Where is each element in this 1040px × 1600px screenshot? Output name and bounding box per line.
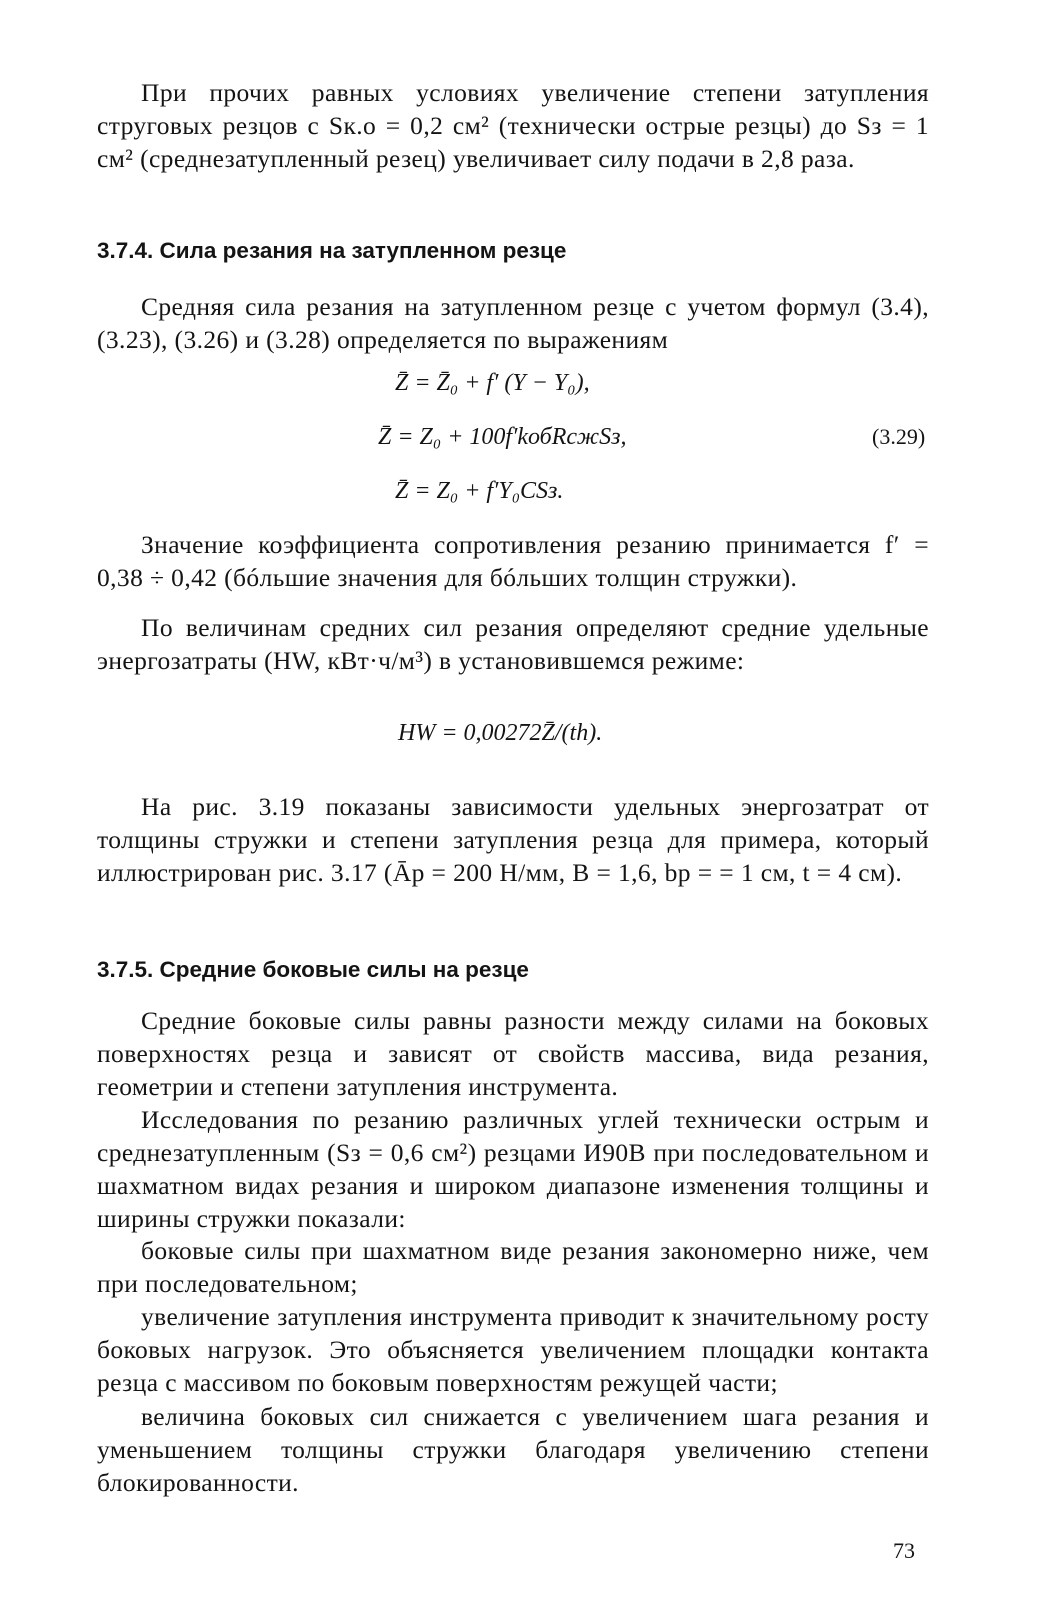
list-item-dulling: увеличение затупления инструмента приводит к значительному росту боковых нагрузок. Это объясняется увеличением площадки контакта резца с массивом по боковым поверхностям режущей части; xyxy=(97,1302,929,1397)
formula-specific-energy: HW = 0,00272Z̄/(th). xyxy=(398,720,603,746)
paragraph-figure-reference: На рис. 3.19 показаны зависимости удельных энергозатрат от толщины стружки и степени затупления резца для примера, который иллюстрирован рис. 3.17 (Āр = 200 Н/мм, B = 1,6, bр = = 1 см, t = 4 см). xyxy=(97,792,929,887)
formula-3-29-line-2: Z̄ = Z₀ + 100f′kобRсжSз, xyxy=(378,424,627,450)
paragraph-specific-energy: По величинам средних сил резания определяют средние удельные энергозатраты (HW, кВт·ч/м³) в установившемся режиме: xyxy=(97,613,929,675)
list-item-checkerboard: боковые силы при шахматном виде резания закономерно ниже, чем при последовательном; xyxy=(97,1236,929,1298)
list-item-step: величина боковых сил снижается с увеличением шага резания и уменьшением толщины стружки благодаря увеличению степени блокированности. xyxy=(97,1402,929,1497)
page-number: 73 xyxy=(893,1538,915,1563)
formula-3-29-line-1: Z̄ = Z̄₀ + f′ (Y − Y₀), xyxy=(395,370,590,396)
section-heading-3-7-4: 3.7.4. Сила резания на затупленном резце xyxy=(97,238,567,263)
paragraph-research: Исследования по резанию различных углей технически острым и среднезатупленным (Sз = 0,6 см²) резцами И90В при последовательном и шахматном видах резания и широком диапазоне изменения толщины и ширины стружки показали: xyxy=(97,1105,929,1233)
paragraph-side-forces: Средние боковые силы равны разности между силами на боковых поверхностях резца и зависят от свойств массива, вида резания, геометрии и степени затупления инструмента. xyxy=(97,1006,929,1101)
section-heading-3-7-5: 3.7.5. Средние боковые силы на резце xyxy=(97,957,529,982)
equation-number: (3.29) xyxy=(872,424,926,449)
paragraph-resistance-coefficient: Значение коэффициента сопротивления резанию принимается f′ = 0,38 ÷ 0,42 (бóльшие значения для бóльших толщин стружки). xyxy=(97,530,929,592)
formula-3-29-line-3: Z̄ = Z₀ + f′Y₀CSз. xyxy=(395,478,564,504)
paragraph-dulling-feed-force: При прочих равных условиях увеличение степени затупления струговых резцов с Sк.о = 0,2 см² (технически острые резцы) до Sз = 1 см² (среднезатупленный резец) увеличивает силу подачи в 2,8 раза. xyxy=(97,78,929,173)
paragraph-average-cutting-force: Средняя сила резания на затупленном резце с учетом формул (3.4), (3.23), (3.26) и (3.28) определяется по выражениям xyxy=(97,292,929,354)
